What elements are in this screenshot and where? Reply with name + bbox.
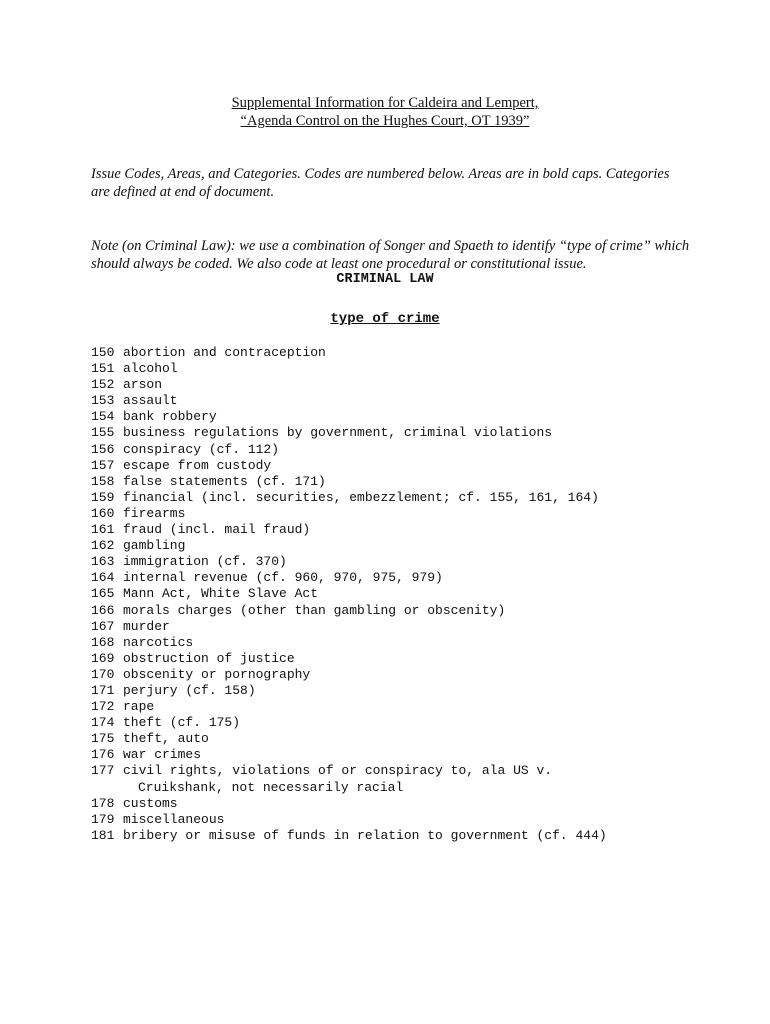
code-number: 160 xyxy=(91,505,115,521)
list-item xyxy=(91,683,731,699)
document-header xyxy=(0,94,770,130)
code-description xyxy=(123,763,663,795)
code-number: 162 xyxy=(91,538,115,554)
list-item xyxy=(91,635,731,651)
code-description xyxy=(123,474,663,490)
list-item xyxy=(91,796,731,812)
code-description xyxy=(123,715,663,731)
code-description xyxy=(123,409,663,425)
list-item xyxy=(91,361,731,377)
subarea-title: type of crime xyxy=(330,311,440,327)
code-number: 159 xyxy=(91,489,115,505)
code-number: 171 xyxy=(91,682,115,698)
list-item xyxy=(91,522,731,538)
code-number: 168 xyxy=(91,634,115,650)
code-number: 174 xyxy=(91,715,115,731)
code-description-text: civil rights, violations of or conspiracy to, ala US v. xyxy=(123,763,553,779)
code-description xyxy=(123,651,663,667)
code-description-text: theft (cf. 175) xyxy=(123,715,241,731)
code-description-text: Mann Act, White Slave Act xyxy=(123,586,319,602)
code-description-text: obstruction of justice xyxy=(123,650,295,666)
code-description-text: conspiracy (cf. 112) xyxy=(123,441,280,457)
code-number: 179 xyxy=(91,811,115,827)
code-number: 177 xyxy=(91,763,115,779)
code-description xyxy=(123,699,663,715)
code-description xyxy=(123,586,663,602)
list-item xyxy=(91,651,731,667)
code-description xyxy=(123,442,663,458)
list-item xyxy=(91,763,731,795)
code-description-text: firearms xyxy=(123,505,186,521)
code-description-text: war crimes xyxy=(123,747,202,763)
code-number: 157 xyxy=(91,457,115,473)
code-list xyxy=(91,345,731,844)
code-description-text: alcohol xyxy=(123,361,178,377)
list-item xyxy=(91,570,731,586)
code-description-text: bribery or misuse of funds in relation to government (cf. 444) xyxy=(123,827,607,843)
code-number: 158 xyxy=(91,473,115,489)
code-description xyxy=(123,747,663,763)
list-item xyxy=(91,554,731,570)
list-item xyxy=(91,409,731,425)
code-number: 169 xyxy=(91,650,115,666)
list-item xyxy=(91,747,731,763)
list-item xyxy=(91,538,731,554)
list-item xyxy=(91,442,731,458)
code-number: 175 xyxy=(91,731,115,747)
code-number: 170 xyxy=(91,666,115,682)
code-number: 163 xyxy=(91,554,115,570)
code-description xyxy=(123,619,663,635)
code-description-text: perjury (cf. 158) xyxy=(123,682,256,698)
code-description xyxy=(123,570,663,586)
header-line-1: Supplemental Information for Caldeira and Lempert, xyxy=(231,95,539,111)
code-description xyxy=(123,635,663,651)
list-item xyxy=(91,474,731,490)
code-number: 155 xyxy=(91,425,115,441)
code-description-text: false statements (cf. 171) xyxy=(123,473,326,489)
list-item xyxy=(91,393,731,409)
code-description-text: miscellaneous xyxy=(123,811,225,827)
code-description xyxy=(123,538,663,554)
list-item xyxy=(91,667,731,683)
list-item xyxy=(91,731,731,747)
code-number: 161 xyxy=(91,522,115,538)
code-number: 167 xyxy=(91,618,115,634)
code-description-text: bank robbery xyxy=(123,409,217,425)
code-description xyxy=(123,731,663,747)
code-description xyxy=(123,828,663,844)
code-description xyxy=(123,683,663,699)
code-description-text: morals charges (other than gambling or obscenity) xyxy=(123,602,506,618)
code-description xyxy=(123,506,663,522)
code-number: 152 xyxy=(91,377,115,393)
list-item xyxy=(91,490,731,506)
code-description xyxy=(123,361,663,377)
code-number: 151 xyxy=(91,361,115,377)
list-item xyxy=(91,603,731,619)
code-description-text: internal revenue (cf. 960, 970, 975, 979) xyxy=(123,570,443,586)
list-item xyxy=(91,345,731,361)
code-description-text: assault xyxy=(123,393,178,409)
list-item xyxy=(91,828,731,844)
code-number: 153 xyxy=(91,393,115,409)
code-description xyxy=(123,796,663,812)
code-description xyxy=(123,377,663,393)
code-number: 150 xyxy=(91,345,115,360)
code-description xyxy=(123,458,663,474)
list-item xyxy=(91,699,731,715)
code-description-text: escape from custody xyxy=(123,457,272,473)
code-description-text: obscenity or pornography xyxy=(123,666,311,682)
code-description xyxy=(123,425,663,441)
code-description xyxy=(123,667,663,683)
list-item xyxy=(91,458,731,474)
code-number: 154 xyxy=(91,409,115,425)
code-description-text: business regulations by government, criminal violations xyxy=(123,425,553,441)
list-item xyxy=(91,506,731,522)
list-item xyxy=(91,812,731,828)
code-description-text: abortion and contraception xyxy=(123,345,326,360)
list-item xyxy=(91,715,731,731)
code-number: 166 xyxy=(91,602,115,618)
code-description-text: gambling xyxy=(123,538,186,554)
code-number: 164 xyxy=(91,570,115,586)
code-description xyxy=(123,554,663,570)
code-description-text: financial (incl. securities, embezzlement; cf. 155, 161, 164) xyxy=(123,489,599,505)
list-item xyxy=(91,377,731,393)
area-title: CRIMINAL LAW xyxy=(336,272,434,287)
code-description xyxy=(123,490,663,506)
list-item xyxy=(91,425,731,441)
code-description-text: narcotics xyxy=(123,634,194,650)
code-number: 165 xyxy=(91,586,115,602)
code-description-continuation: Cruikshank, not necessarily racial xyxy=(138,779,404,795)
code-description xyxy=(123,393,663,409)
code-number: 172 xyxy=(91,699,115,715)
code-description-text: immigration (cf. 370) xyxy=(123,554,287,570)
intro-paragraph-2 xyxy=(91,237,691,273)
code-description xyxy=(123,522,663,538)
intro-paragraph-1 xyxy=(91,165,691,201)
code-description-text: customs xyxy=(123,795,178,811)
intro-text-1: Issue Codes, Areas, and Categories. Codes are numbered below. Areas are in bold caps. Categories are defined at end of document. xyxy=(91,166,670,200)
list-item xyxy=(91,586,731,602)
code-description-text: fraud (incl. mail fraud) xyxy=(123,522,311,538)
code-number: 181 xyxy=(91,827,115,843)
code-description-text: rape xyxy=(123,699,155,715)
code-description-text: theft, auto xyxy=(123,731,209,747)
code-description-text: murder xyxy=(123,618,170,634)
code-description xyxy=(123,812,663,828)
code-number: 178 xyxy=(91,795,115,811)
header-line-2: “Agenda Control on the Hughes Court, OT 1939” xyxy=(240,113,530,129)
code-description xyxy=(123,603,663,619)
list-item xyxy=(91,619,731,635)
code-description-text: arson xyxy=(123,377,163,393)
code-number: 156 xyxy=(91,441,115,457)
code-number: 176 xyxy=(91,747,115,763)
code-description xyxy=(123,345,663,361)
intro-text-2: Note (on Criminal Law): we use a combination of Songer and Spaeth to identify “type of crime” which should always be coded. We also code at least one procedural or constitutional issue. xyxy=(91,238,690,272)
